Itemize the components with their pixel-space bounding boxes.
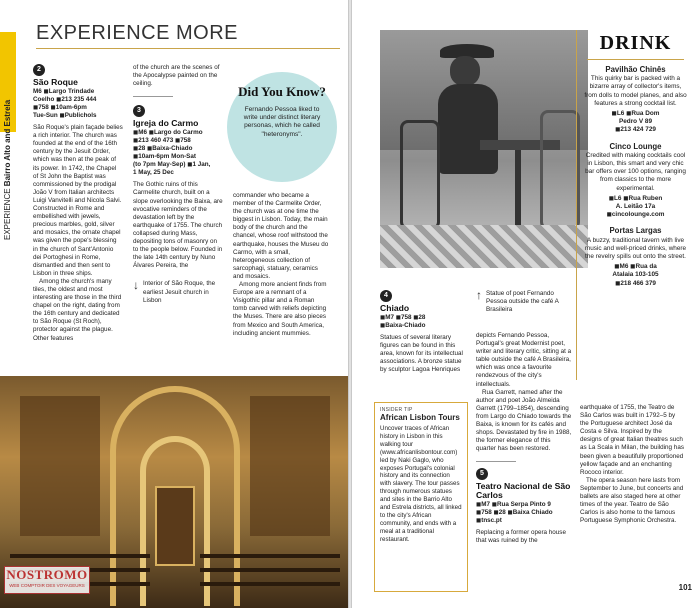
side-label-prefix: EXPERIENCE — [3, 188, 12, 240]
info-line: ◼cincolounge.com — [606, 211, 665, 219]
carmo-column — [133, 64, 223, 305]
entry-number: 5 — [476, 468, 488, 480]
side-chapel-left — [20, 396, 100, 536]
carmo-body: The Gothic ruins of this Carmelite church, built on a slope overlooking the Baixa, are evocative reminders of the devastation left by the earthquake of 1755. The church collapsed during Mass, depositing tons of masonry on to the people below. Founded in the late 14th century by Nuno Álvares Pereira, the — [133, 181, 223, 270]
carmo-body-cont: commander who became a member of the Carmelite Order, the church was at one time the biggest in Lisbon. Today, the main body of the church and the chancel, whose roof withstood the earthquake, houses the Museu do Carmo, with a small, heterogeneous collection of sarcophagi, statuary, ceramics and mosaics. — [233, 192, 329, 280]
side-label-name: Bairro Alto and Estrela — [3, 99, 12, 187]
insider-tip-title: African Lisbon Tours — [380, 413, 460, 422]
carmo-info — [133, 129, 223, 177]
church-caption-text: Interior of São Roque, the earliest Jesuit church in Lisbon — [143, 280, 216, 304]
pew — [200, 568, 340, 572]
chiado-column — [380, 290, 468, 375]
down-arrow-icon: ↓ — [133, 278, 139, 293]
pew — [10, 554, 150, 558]
insider-tip-label: INSIDER TIP — [380, 407, 413, 413]
altar-shape — [155, 486, 195, 566]
teatro-info — [476, 501, 572, 525]
info-line: ◼758 ◼28 ◼Baixa Chiado — [476, 508, 553, 516]
drink-item-desc: Credited with making cocktails cool in Lisbon, this smart and very chic bar offers over 100 options, ranging from classics to the more experimental. — [585, 151, 686, 192]
info-line: ◼758 ◼10am-6pm — [33, 104, 87, 112]
side-chapel-right — [250, 396, 330, 536]
drink-item-desc: This quirky bar is packed with a bizarre array of collector's items, from dolls to model planes, and also features a strong cocktail list. — [584, 75, 687, 107]
drink-sidebar — [576, 30, 694, 380]
info-line: ◼M6 ◼Rua da — [614, 263, 657, 271]
left-page — [0, 0, 348, 608]
sao-roque-info — [33, 88, 123, 120]
torso-shape — [438, 84, 498, 174]
drink-item — [583, 143, 688, 220]
empty-chair — [540, 110, 580, 230]
chiado-title: Chiado — [380, 303, 410, 313]
info-line: ◼Baixa-Chiado — [380, 322, 426, 330]
info-line: Tue-Sun ◼Publichols — [33, 112, 97, 120]
logo-tagline: WEB COMPTOIR DES VOYAGEURS — [9, 583, 85, 588]
entry-number: 2 — [33, 64, 45, 76]
info-line: Pedro V 89 — [618, 118, 653, 126]
entry-number: 3 — [133, 105, 145, 117]
up-arrow-icon: ↑ — [476, 288, 482, 302]
sao-roque-body-2: Among the church's many tiles, the oldest and most interesting are those in the third chapel on the right, dating from the 16th century and dedicated to São Roque (St Roch), protector against the plague. Other features — [33, 277, 122, 342]
pew — [200, 582, 340, 586]
info-line: ◼213 424 729 — [615, 126, 656, 134]
drink-item-info — [583, 110, 688, 135]
chiado-continued-column — [476, 332, 572, 545]
did-you-know-text: Fernando Pessoa liked to write under distinct literary personas, which he called "heteronyms". — [243, 106, 321, 138]
info-line: Atalaia 103-105 — [612, 271, 659, 279]
statue-caption — [476, 290, 572, 314]
drink-title: DRINK — [599, 32, 672, 54]
drink-item — [583, 227, 688, 287]
sao-roque-column — [33, 64, 123, 343]
chiado-body-cont: depicts Fernando Pessoa, Portugal's great Modernist poet, writer and literary critic, sitting at a table outside the café A Brasileira, which was once a favourite rendezvous of the city's intellectuals. — [476, 332, 572, 388]
chiado-body-cont-2: Rua Garrett, named after the author and poet João Almeida Garrett (1799–1854), descending from Largo do Chiado towards the Baixa, is known for its cafés and shops. Devastated by fire in 1988, the former elegance of this quarter has been restored. — [476, 388, 572, 453]
info-line: ◼218 466 379 — [615, 279, 656, 287]
info-line: ◼tnsc.pt — [476, 516, 502, 524]
drink-item-name: Portas Largas — [609, 226, 662, 236]
info-line: ◼28 ◼Baixa-Chiado — [133, 145, 193, 153]
info-line: ◼M7 ◼758 ◼28 — [380, 314, 426, 322]
statue-caption-text: Statue of poet Fernando Pessoa outside the café A Brasileira — [486, 290, 559, 314]
drink-item-name: Pavilhão Chinês — [605, 65, 666, 74]
insider-tip-text: Uncover traces of African history in Lisbon in this walking tour (www.africanlisbontour.com) led by Naki Gaglo, who exposes Portugal's colonial history and its connection with slavery. The tour passes through numerous statues and sites in the Barrio Alto and Estrela districts, all linked to the city's African community, and ends with a meal at a traditional restaurant. — [380, 425, 462, 543]
did-you-know-callout — [227, 72, 337, 182]
drink-rule — [587, 59, 684, 60]
church-caption — [133, 280, 223, 304]
drink-item-info — [583, 195, 688, 220]
drink-item — [583, 66, 688, 135]
carmo-continued-column — [233, 192, 329, 338]
divider — [133, 96, 173, 97]
section-rule — [36, 48, 340, 49]
chiado-info — [380, 314, 468, 330]
teatro-body-cont-2: The opera season here lasts from September to June, but concerts and ballets are also staged here at other times of the year. Teatro de São Carlos is also home to the famous Portuguese Symphonic Orchestra. — [580, 476, 684, 525]
carmo-title: Igreja do Carmo — [133, 118, 199, 129]
chiado-body: Statues of several literary figures can be found in this area, known for its intellectual associations. A bronze statue by sculptor Lagoa Henriques — [380, 334, 463, 374]
drink-list — [577, 66, 694, 288]
teatro-body-cont: earthquake of 1755, the Teatro de São Carlos was built in 1792–5 by the Portuguese architect José da Costa e Silva. Inspired by the designs of great Italian theatres such as La Scala in Milan, the building has been given a beautifully proportioned yellow façade and an enchanting Rococo interior. — [580, 404, 684, 476]
insider-tip-box — [374, 402, 468, 592]
right-page — [352, 0, 700, 608]
drink-item-name: Cinco Lounge — [609, 141, 662, 151]
teatro-title: Teatro Nacional de São Carlos — [476, 481, 571, 500]
info-line: ◼L6 ◼Rua Dom — [611, 110, 660, 118]
section-title: EXPERIENCE MORE — [36, 22, 238, 44]
info-line: ◼L6 ◼Rua Ruben — [608, 194, 663, 202]
cobblestone-pavement — [380, 225, 588, 268]
sao-roque-body-3: of the church are the scenes of the Apocalypse painted on the ceiling. — [133, 64, 220, 88]
carmo-body-cont-2: Among more ancient finds from Europe are a remnant of a Visigothic pillar and a Roman tomb carved with reliefs depicting the Muses. There are also pieces from Mexico and South America, including ancient mummies. — [233, 281, 327, 337]
drink-item-desc: A buzzy, traditional tavern with live music and well-priced drinks, where the revelry spills out onto the street. — [584, 236, 687, 261]
pew — [200, 554, 340, 558]
teatro-continued-column — [580, 404, 684, 525]
logo-name: NOSTROMO — [6, 567, 88, 582]
info-line: A. Leitão 17a — [615, 203, 656, 211]
teatro-body: Replacing a former opera house that was ruined by the — [476, 528, 566, 544]
info-line: M6 ◼Largo Trindade — [33, 88, 95, 96]
sao-roque-title: São Roque — [33, 77, 78, 87]
info-line: (to 7pm May-Sep) ◼1 Jan, — [133, 161, 211, 169]
table-leg — [515, 150, 521, 230]
info-line: ◼10am-6pm Mon-Sat — [133, 153, 196, 161]
pessoa-statue-photo — [380, 30, 588, 268]
divider — [476, 461, 516, 462]
nostromo-logo — [4, 566, 90, 594]
sao-roque-body: São Roque's plain façade belies a rich interior. The church was founded at the end of the 16th century by the Jesuit Order, which was then at the peak of its power. In 1742, the Chapel of St John the Baptist was commissioned by the prodigal João V from Italian architects Luigi Vanvitelli and Nicola Salvi. Constructed in Rome and embellished with jewels, precious marbles, gold, silver and mosaics, the ornate chapel was given the pope's blessing in the church of Sant'Antonio dei Portoghesi in Rome, dismantled and then sent to Lisbon in three ships. — [33, 124, 123, 277]
drink-item-info — [583, 263, 688, 288]
did-you-know-title: Did You Know? — [238, 84, 326, 99]
info-line: ◼M6 ◼Largo do Carmo — [133, 129, 203, 137]
info-line: 1 May, 25 Dec — [133, 169, 174, 177]
page-number: 101 — [678, 583, 692, 592]
info-line: ◼213 460 473 ◼758 — [133, 137, 191, 145]
chair-shape — [400, 120, 440, 230]
info-line: Coelho ◼213 235 444 — [33, 96, 97, 104]
head-shape — [450, 56, 480, 86]
entry-number: 4 — [380, 290, 392, 302]
side-section-label — [3, 100, 12, 240]
info-line: ◼M7 ◼Rua Serpa Pinto 9 — [476, 500, 551, 508]
